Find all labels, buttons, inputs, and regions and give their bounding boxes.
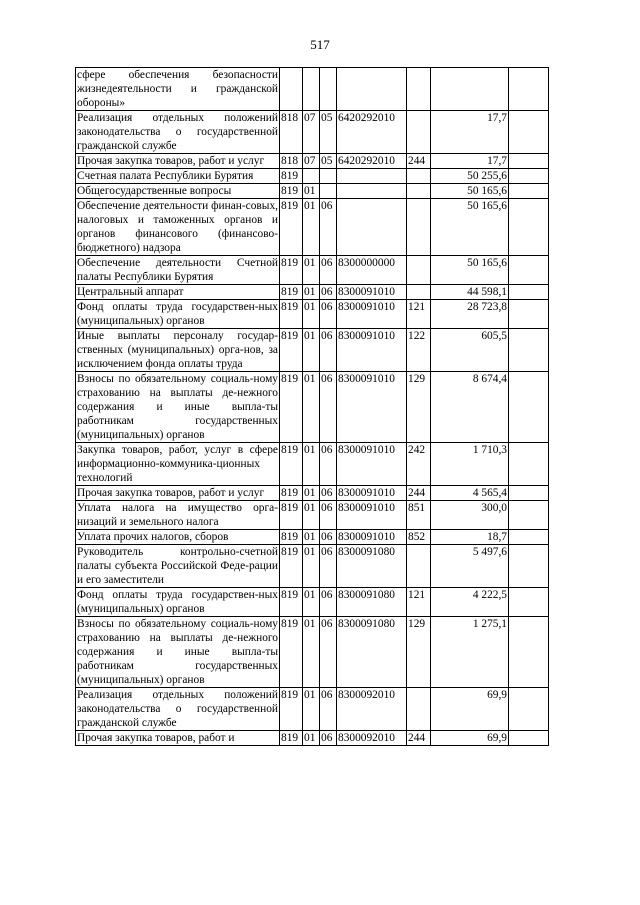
ved-code-cell: 819 bbox=[280, 501, 303, 530]
subsection-code-cell bbox=[320, 68, 337, 111]
subsection-code-cell: 06 bbox=[320, 285, 337, 300]
row-name-cell: Прочая закупка товаров, работ и bbox=[76, 731, 280, 746]
empty-extra-cell bbox=[509, 530, 549, 545]
row-name-cell: Центральный аппарат bbox=[76, 285, 280, 300]
expense-type-code-cell: 244 bbox=[407, 731, 431, 746]
subsection-code-cell: 06 bbox=[320, 688, 337, 731]
table-row bbox=[76, 256, 549, 285]
section-code-cell: 01 bbox=[303, 329, 320, 372]
target-article-code-cell: 8300091010 bbox=[337, 443, 407, 486]
expense-type-code-cell: 129 bbox=[407, 372, 431, 443]
empty-extra-cell bbox=[509, 372, 549, 443]
ved-code-cell: 819 bbox=[280, 184, 303, 199]
subsection-code-cell: 06 bbox=[320, 501, 337, 530]
table-row bbox=[76, 443, 549, 486]
target-article-code-cell: 8300091010 bbox=[337, 501, 407, 530]
amount-cell: 4 565,4 bbox=[431, 486, 509, 501]
target-article-code-cell bbox=[337, 184, 407, 199]
amount-cell: 1 710,3 bbox=[431, 443, 509, 486]
target-article-code-cell: 8300091010 bbox=[337, 300, 407, 329]
amount-cell: 1 275,1 bbox=[431, 617, 509, 688]
empty-extra-cell bbox=[509, 68, 549, 111]
amount-cell: 18,7 bbox=[431, 530, 509, 545]
expense-type-code-cell bbox=[407, 184, 431, 199]
amount-cell: 605,5 bbox=[431, 329, 509, 372]
ved-code-cell bbox=[280, 68, 303, 111]
subsection-code-cell: 06 bbox=[320, 530, 337, 545]
expense-type-code-cell bbox=[407, 285, 431, 300]
target-article-code-cell: 8300091010 bbox=[337, 530, 407, 545]
section-code-cell: 01 bbox=[303, 501, 320, 530]
ved-code-cell: 819 bbox=[280, 372, 303, 443]
target-article-code-cell: 8300092010 bbox=[337, 688, 407, 731]
target-article-code-cell bbox=[337, 68, 407, 111]
expense-type-code-cell: 244 bbox=[407, 486, 431, 501]
amount-cell: 50 165,6 bbox=[431, 184, 509, 199]
amount-cell: 44 598,1 bbox=[431, 285, 509, 300]
ved-code-cell: 819 bbox=[280, 545, 303, 588]
section-code-cell: 01 bbox=[303, 530, 320, 545]
section-code-cell: 07 bbox=[303, 111, 320, 154]
page-number: 517 bbox=[310, 37, 330, 52]
empty-extra-cell bbox=[509, 501, 549, 530]
subsection-code-cell: 06 bbox=[320, 545, 337, 588]
expense-type-code-cell: 244 bbox=[407, 154, 431, 169]
budget-table bbox=[75, 67, 549, 746]
expense-type-code-cell bbox=[407, 111, 431, 154]
ved-code-cell: 819 bbox=[280, 617, 303, 688]
amount-cell: 69,9 bbox=[431, 731, 509, 746]
table-row bbox=[76, 169, 549, 184]
budget-table-body bbox=[76, 68, 549, 746]
table-row bbox=[76, 486, 549, 501]
expense-type-code-cell bbox=[407, 169, 431, 184]
table-row bbox=[76, 688, 549, 731]
subsection-code-cell: 06 bbox=[320, 588, 337, 617]
empty-extra-cell bbox=[509, 617, 549, 688]
amount-cell: 8 674,4 bbox=[431, 372, 509, 443]
section-code-cell: 01 bbox=[303, 256, 320, 285]
section-code-cell bbox=[303, 68, 320, 111]
section-code-cell bbox=[303, 169, 320, 184]
amount-cell: 17,7 bbox=[431, 111, 509, 154]
table-row bbox=[76, 731, 549, 746]
row-name-cell: Обеспечение деятельности Счетной палаты Республики Бурятия bbox=[77, 257, 278, 283]
empty-extra-cell bbox=[509, 285, 549, 300]
empty-extra-cell bbox=[509, 111, 549, 154]
subsection-code-cell: 06 bbox=[320, 617, 337, 688]
table-row bbox=[76, 545, 549, 588]
subsection-code-cell: 06 bbox=[320, 256, 337, 285]
table-row bbox=[76, 111, 549, 154]
row-name-cell: Взносы по обязательному социаль-ному страхованию на выплаты де-нежного содержания и иные выпла-ты работникам государственных (муниципальных) органов bbox=[77, 373, 278, 441]
empty-extra-cell bbox=[509, 154, 549, 169]
expense-type-code-cell bbox=[407, 199, 431, 256]
ved-code-cell: 819 bbox=[280, 300, 303, 329]
subsection-code-cell: 06 bbox=[320, 486, 337, 501]
subsection-code-cell: 05 bbox=[320, 154, 337, 169]
amount-cell: 17,7 bbox=[431, 154, 509, 169]
ved-code-cell: 819 bbox=[280, 329, 303, 372]
ved-code-cell: 819 bbox=[280, 530, 303, 545]
target-article-code-cell: 8300091080 bbox=[337, 617, 407, 688]
section-code-cell: 01 bbox=[303, 617, 320, 688]
ved-code-cell: 818 bbox=[280, 111, 303, 154]
empty-extra-cell bbox=[509, 486, 549, 501]
ved-code-cell: 819 bbox=[280, 588, 303, 617]
ved-code-cell: 818 bbox=[280, 154, 303, 169]
row-name-cell: Прочая закупка товаров, работ и услуг bbox=[76, 154, 280, 169]
ved-code-cell: 819 bbox=[280, 486, 303, 501]
expense-type-code-cell: 122 bbox=[407, 329, 431, 372]
target-article-code-cell bbox=[337, 169, 407, 184]
empty-extra-cell bbox=[509, 588, 549, 617]
table-row bbox=[76, 68, 549, 111]
expense-type-code-cell: 121 bbox=[407, 588, 431, 617]
ved-code-cell: 819 bbox=[280, 199, 303, 256]
section-code-cell: 01 bbox=[303, 443, 320, 486]
table-row bbox=[76, 329, 549, 372]
target-article-code-cell: 8300092010 bbox=[337, 731, 407, 746]
empty-extra-cell bbox=[509, 545, 549, 588]
expense-type-code-cell bbox=[407, 256, 431, 285]
amount-cell: 69,9 bbox=[431, 688, 509, 731]
expense-type-code-cell: 121 bbox=[407, 300, 431, 329]
target-article-code-cell: 8300091010 bbox=[337, 285, 407, 300]
subsection-code-cell: 06 bbox=[320, 372, 337, 443]
row-name-cell: Взносы по обязательному социаль-ному страхованию на выплаты де-нежного содержания и иные выпла-ты работникам государственных (муниципальных) органов bbox=[77, 618, 278, 686]
ved-code-cell: 819 bbox=[280, 169, 303, 184]
amount-cell bbox=[431, 68, 509, 111]
table-row bbox=[76, 588, 549, 617]
expense-type-code-cell: 242 bbox=[407, 443, 431, 486]
row-name-cell: Уплата прочих налогов, сборов bbox=[76, 530, 280, 545]
ved-code-cell: 819 bbox=[280, 731, 303, 746]
table-row bbox=[76, 300, 549, 329]
target-article-code-cell bbox=[337, 199, 407, 256]
empty-extra-cell bbox=[509, 256, 549, 285]
row-name-cell: Счетная палата Республики Бурятия bbox=[76, 169, 280, 184]
row-name-cell: Общегосударственные вопросы bbox=[76, 184, 280, 199]
expense-type-code-cell: 852 bbox=[407, 530, 431, 545]
target-article-code-cell: 8300000000 bbox=[337, 256, 407, 285]
empty-extra-cell bbox=[509, 199, 549, 256]
target-article-code-cell: 8300091010 bbox=[337, 372, 407, 443]
subsection-code-cell bbox=[320, 169, 337, 184]
section-code-cell: 01 bbox=[303, 688, 320, 731]
row-name-cell: Обеспечение деятельности финан-совых, налоговых и таможенных органов и органов финансового (финансово-бюджетного) надзора bbox=[77, 200, 278, 254]
target-article-code-cell: 8300091080 bbox=[337, 545, 407, 588]
target-article-code-cell: 6420292010 bbox=[337, 154, 407, 169]
section-code-cell: 01 bbox=[303, 199, 320, 256]
empty-extra-cell bbox=[509, 443, 549, 486]
section-code-cell: 01 bbox=[303, 184, 320, 199]
empty-extra-cell bbox=[509, 184, 549, 199]
empty-extra-cell bbox=[509, 688, 549, 731]
amount-cell: 4 222,5 bbox=[431, 588, 509, 617]
amount-cell: 50 165,6 bbox=[431, 199, 509, 256]
target-article-code-cell: 8300091010 bbox=[337, 486, 407, 501]
expense-type-code-cell bbox=[407, 68, 431, 111]
section-code-cell: 01 bbox=[303, 731, 320, 746]
table-row bbox=[76, 372, 549, 443]
empty-extra-cell bbox=[509, 300, 549, 329]
ved-code-cell: 819 bbox=[280, 256, 303, 285]
subsection-code-cell: 05 bbox=[320, 111, 337, 154]
empty-extra-cell bbox=[509, 329, 549, 372]
section-code-cell: 01 bbox=[303, 285, 320, 300]
row-name-cell: Иные выплаты персоналу государ-ственных (муниципальных) орга-нов, за исключением фонда оплаты труда bbox=[77, 330, 278, 370]
subsection-code-cell: 06 bbox=[320, 199, 337, 256]
target-article-code-cell: 6420292010 bbox=[337, 111, 407, 154]
row-name-cell: Прочая закупка товаров, работ и услуг bbox=[76, 486, 280, 501]
amount-cell: 5 497,6 bbox=[431, 545, 509, 588]
ved-code-cell: 819 bbox=[280, 688, 303, 731]
table-row bbox=[76, 285, 549, 300]
section-code-cell: 01 bbox=[303, 486, 320, 501]
section-code-cell: 01 bbox=[303, 588, 320, 617]
subsection-code-cell: 06 bbox=[320, 329, 337, 372]
ved-code-cell: 819 bbox=[280, 285, 303, 300]
table-row bbox=[76, 617, 549, 688]
table-row bbox=[76, 199, 549, 256]
expense-type-code-cell bbox=[407, 545, 431, 588]
amount-cell: 28 723,8 bbox=[431, 300, 509, 329]
expense-type-code-cell bbox=[407, 688, 431, 731]
subsection-code-cell: 06 bbox=[320, 300, 337, 329]
section-code-cell: 01 bbox=[303, 300, 320, 329]
table-row bbox=[76, 530, 549, 545]
table-row bbox=[76, 501, 549, 530]
row-name-cell: Фонд оплаты труда государствен-ных (муниципальных) органов bbox=[77, 589, 278, 615]
row-name-cell: Реализация отдельных положений законодательства о государственной гражданской службе bbox=[77, 112, 278, 152]
subsection-code-cell bbox=[320, 184, 337, 199]
section-code-cell: 01 bbox=[303, 545, 320, 588]
empty-extra-cell bbox=[509, 169, 549, 184]
row-name-cell: Фонд оплаты труда государствен-ных (муниципальных) органов bbox=[77, 301, 278, 327]
empty-extra-cell bbox=[509, 731, 549, 746]
row-name-cell: Закупка товаров, работ, услуг в сфере информационно-коммуника-ционных технологий bbox=[77, 444, 278, 484]
target-article-code-cell: 8300091080 bbox=[337, 588, 407, 617]
ved-code-cell: 819 bbox=[280, 443, 303, 486]
row-name-cell: Уплата налога на имущество орга-низаций и земельного налога bbox=[77, 502, 278, 528]
row-name-cell: Реализация отдельных положений законодательства о государственной гражданской службе bbox=[77, 689, 278, 729]
expense-type-code-cell: 851 bbox=[407, 501, 431, 530]
table-row bbox=[76, 184, 549, 199]
table-row bbox=[76, 154, 549, 169]
section-code-cell: 01 bbox=[303, 372, 320, 443]
row-name-cell: сфере обеспечения безопасности жизнедеятельности и гражданской обороны» bbox=[77, 69, 278, 109]
target-article-code-cell: 8300091010 bbox=[337, 329, 407, 372]
subsection-code-cell: 06 bbox=[320, 443, 337, 486]
section-code-cell: 07 bbox=[303, 154, 320, 169]
amount-cell: 50 255,6 bbox=[431, 169, 509, 184]
row-name-cell: Руководитель контрольно-счетной палаты субъекта Российской Феде-рации и его заместители bbox=[77, 546, 278, 586]
subsection-code-cell: 06 bbox=[320, 731, 337, 746]
amount-cell: 300,0 bbox=[431, 501, 509, 530]
expense-type-code-cell: 129 bbox=[407, 617, 431, 688]
amount-cell: 50 165,6 bbox=[431, 256, 509, 285]
